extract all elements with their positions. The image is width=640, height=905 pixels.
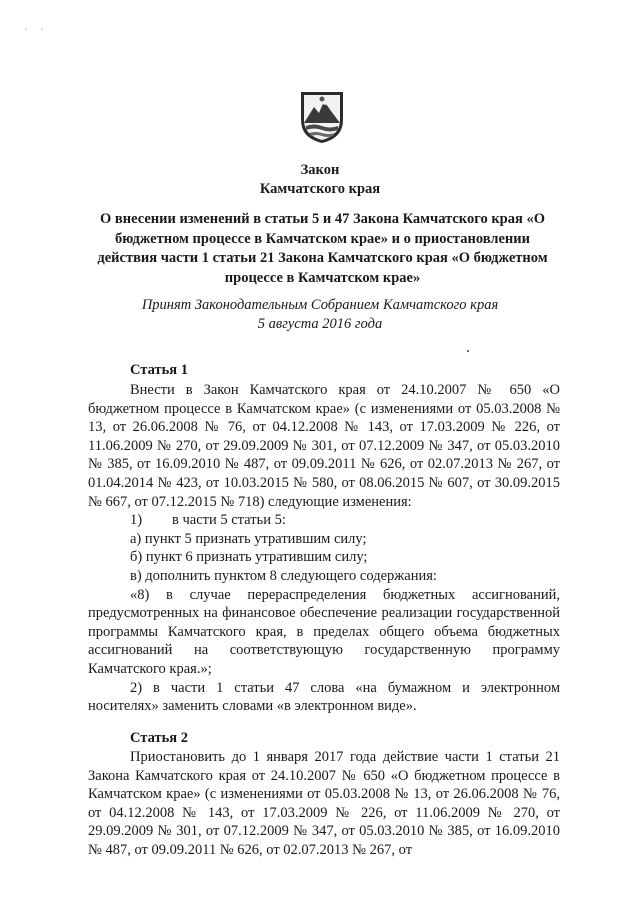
adopted-by: Принят Законодательным Собранием Камчатского края xyxy=(141,297,499,313)
article-2-heading: Статья 2 xyxy=(130,730,188,746)
item-1-number: 1) xyxy=(130,512,143,529)
law-title: Закон xyxy=(300,162,340,178)
article-2-body xyxy=(88,748,560,860)
adopted-note xyxy=(0,296,640,334)
article-1-heading: Статья 1 xyxy=(130,362,188,378)
article-1-item-1 xyxy=(88,511,560,530)
adopted-date: 5 августа 2016 года xyxy=(257,316,383,332)
law-subtitle: О внесении изменений в статьи 5 и 47 Закона Камчатского края «О бюджетном процессе в Камчатском крае» и о приостановлении действия части 1 статьи 21 Закона Камчатского края «О бюджетном процессе в Камчатском крае» xyxy=(97,211,548,286)
article-2-text: Приостановить до 1 января 2017 года действие части 1 статьи 21 Закона Камчатского края от 24.10.2007 № 650 «О бюджетном процессе в Камчатском крае» (с изменениями от 05.03.2008 № 13, от 26.06.2008 № 76, от 04.12.2008 № 143, от 17.03.2009 № 226, от 11.06.2009 № 270, от 29.09.2009 № 301, от 07.12.2009 № 347, от 05.03.2010 № 385, от 16.09.2010 № 487, от 09.09.2011 № 626, от 02.07.2013 № 267, от xyxy=(88,749,560,858)
article-1-item-b: б) пункт 6 признать утратившим силу; xyxy=(130,549,368,566)
article-1-item-c: в) дополнить пунктом 8 следующего содержания: xyxy=(130,567,437,584)
article-1-intro: Внести в Закон Камчатского края от 24.10.2007 № 650 «О бюджетном процессе в Камчатском крае» (с изменениями от 05.03.2008 № 13, от 26.06.2008 № 76, от 04.12.2008 № 143, от 17.03.2009 № 226, от 11.06.2009 № 270, от 29.09.2009 № 301, от 07.12.2009 № 347, от 05.03.2010 № 385, от 16.09.2010 № 487, от 09.09.2011 № 626, от 02.07.2013 № 267, от 01.04.2014 № 423, от 10.03.2015 № 580, от 08.06.2015 № 607, от 30.09.2015 № 667, от 07.12.2015 № 718) следующие изменения: xyxy=(88,382,560,510)
article-1-body xyxy=(88,381,560,716)
article-1-quote: «8) в случае перераспределения бюджетных ассигнований, предусмотренных на финансовое обеспечение реализации государственной программы Камчатского края, в пределах общего объема бюджетных ассигнований на соответствующую государственную программу Камчатского края.»; xyxy=(88,586,560,677)
article-1-item-a: а) пункт 5 признать утратившим силу; xyxy=(130,530,367,547)
article-1-item-2: 2) в части 1 статьи 47 слова «на бумажном и электронном носителях» заменить словами «в электронном виде». xyxy=(88,679,560,715)
scan-specks: , , xyxy=(25,22,49,31)
kamchatka-coat-of-arms-icon xyxy=(297,90,347,144)
scan-dot xyxy=(467,350,469,352)
law-region: Камчатского края xyxy=(259,181,381,197)
item-1-text: в части 5 статьи 5: xyxy=(172,512,286,529)
